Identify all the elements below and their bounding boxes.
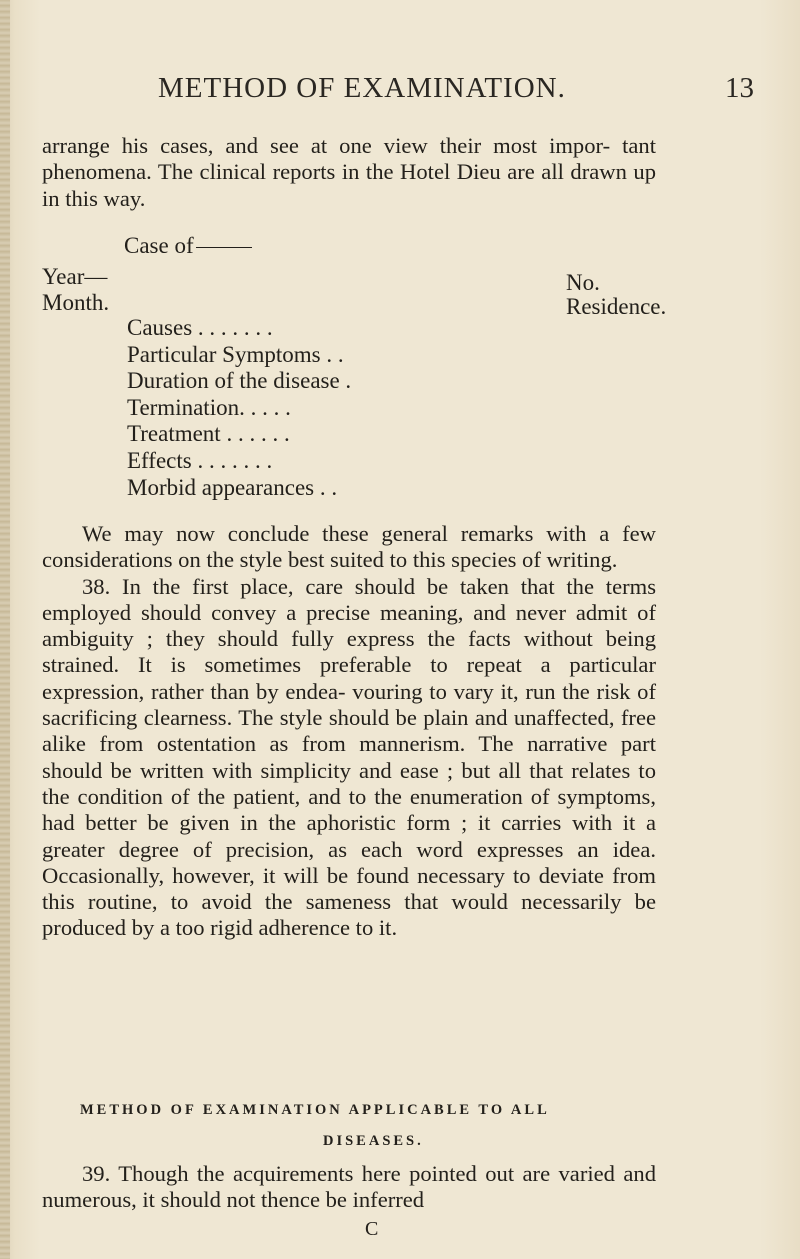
paragraph-intro [42, 133, 656, 212]
form-field-morbid: Morbid appearances . . [127, 474, 338, 500]
running-head-title: METHOD OF EXAMINATION. [158, 72, 566, 104]
page-number: 13 [725, 72, 754, 104]
form-field-effects: Effects . . . . . . . [127, 447, 273, 473]
running-head [40, 72, 760, 112]
paragraph-conclude: We may now conclude these general remarks with a few considerations on the style best suited to this species of writing. [42, 521, 656, 573]
month-label: Month. [42, 290, 110, 315]
paragraph-body [42, 521, 656, 942]
case-form-fields [127, 315, 657, 501]
section-heading-line-2: DISEASES. [323, 1133, 424, 1149]
form-field-treatment: Treatment . . . . . . [127, 421, 290, 447]
residence-label: Residence. [566, 294, 667, 319]
paragraph-39-block [42, 1161, 656, 1214]
paragraph-text: arrange his cases, and see at one view their most impor- tant phenomena. The clinical reports in the Hotel Dieu are all drawn up in this way. [42, 133, 656, 211]
blank-line [196, 247, 252, 248]
signature-mark: C [365, 1218, 379, 1240]
year-label: Year— [42, 264, 108, 289]
case-of-label: Case of [124, 233, 194, 258]
paragraph-39: 39. Though the acquirements here pointed out are varied and numerous, it should not thence be inferred [42, 1161, 656, 1213]
number-label: No. [566, 270, 600, 295]
binding-edge [0, 0, 10, 1259]
form-field-symptoms: Particular Symptoms . . [127, 341, 344, 367]
paragraph-38: 38. In the first place, care should be taken that the terms employed should convey a precise meaning, and never admit of ambiguity ; they should fully express the facts without being strained. It is sometimes preferable to repeat a particular expression, rather than by endea- vouring to vary it, run the risk of sacrificing clearness. The style should be plain and unaffected, free alike from ostentation as from mannerism. The narrative part should be written with simplicity and ease ; but all that relates to the condition of the patient, and to the enumeration of symptoms, had better be given in the aphoristic form ; it carries with it a greater degree of precision, as each word expresses an idea. Occasionally, however, it will be found necessary to deviate from this routine, to avoid the sameness that would necessarily be produced by a too rigid adherence to it. [42, 573, 656, 941]
form-field-termination: Termination. . . . . [127, 394, 291, 420]
form-field-duration: Duration of the disease . [127, 368, 352, 394]
case-of-heading [124, 233, 252, 259]
section-heading-line-1: METHOD OF EXAMINATION APPLICABLE TO ALL [80, 1102, 550, 1118]
form-field-causes: Causes . . . . . . . [127, 315, 273, 340]
